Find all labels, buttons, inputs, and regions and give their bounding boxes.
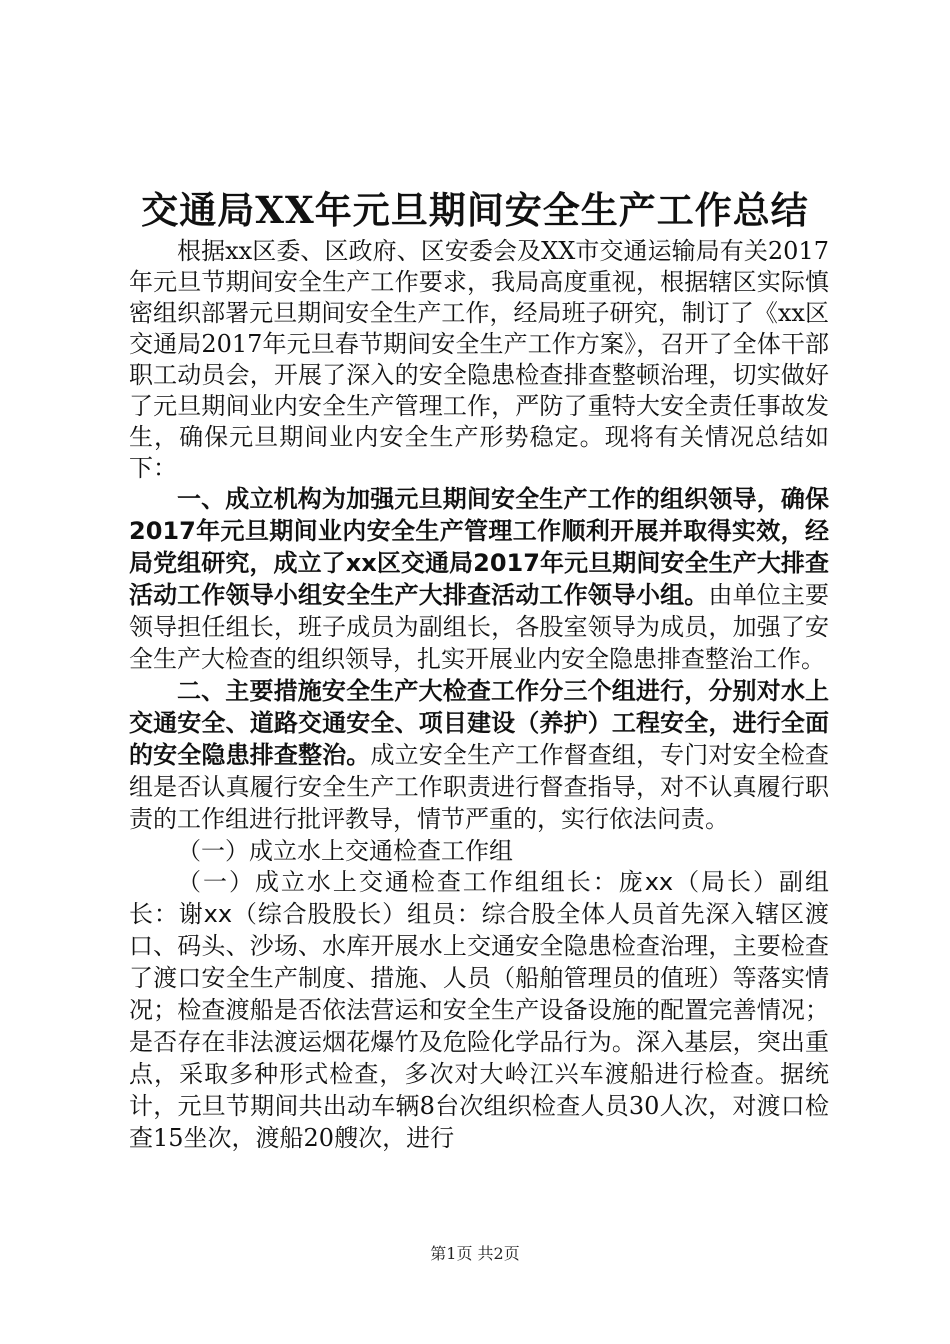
- section-2-paragraph: [129, 676, 829, 836]
- section-1-paragraph: [129, 484, 829, 676]
- section-1-text: 由单位主要领导担任组长，班子成员为副组长，各股室领导为成员，加强了安全生产大检查的组织领导，扎实开展业内安全隐患排查整治工作。: [129, 581, 830, 673]
- subsection-1-text: 深入基层，突出重点，采取多种形式检查，多次对大岭江兴车渡船进行检查。据统计，元旦节期间共出动车辆8台次组织检查人员30人次，对渡口检查15坐次，渡船20艘次，进行: [129, 1028, 829, 1152]
- subsection-1-heading: （一）成立水上交通检查工作组: [177, 837, 513, 865]
- page-footer: 第1页 共2页: [430, 1244, 520, 1263]
- intro-paragraph: 根据xx区委、区政府、区安委会及XX市交通运输局有关2017年元旦节期间安全生产工作要求，我局高度重视，根据辖区实际慎密组织部署元旦期间安全生产工作，经局班子研究，制订了《xx区交通局2017年元旦春节期间安全生产工作方案》，召开了全体干部职工动员会，开展了深入的安全隐患检查排查整顿治理，切实做好了元旦期间业内安全生产管理工作，严防了重特大安全责任事故发生，确保元旦期间业内安全生产形势稳定。现将有关情况总结如下：: [129, 237, 829, 482]
- document-title: 交通局XX年元旦期间安全生产工作总结: [141, 188, 809, 232]
- document-body: [129, 236, 829, 1155]
- subsection-1-lead: （一）成立水上交通检查工作组组长：庞xx（局长）副组长：谢xx（综合股股长）组员：综合股全体人员首先深入辖区渡口、码头、沙场、水库开展水上交通安全隐患检查治理，主要检查了渡口安全生产制度、措施、人员（船舶管理员的值班）等落实情况；检查渡船是否依法营运和安全生产设备设施的配置完善情况；是否存在非法渡运烟花爆竹及危险化学品行为。: [129, 868, 829, 1056]
- subsection-1-paragraph: [129, 867, 829, 1155]
- section-2-heading: 二、主要措施安全生产大检查工作分三个组进行，分别对水上交通安全、道路交通安全、项目建设（养护）工程安全，进行全面的安全隐患排查整治。: [129, 677, 829, 769]
- section-1-heading: 一、成立机构为加强元旦期间安全生产工作的组织领导，确保2017年元旦期间业内安全生产管理工作顺利开展并取得实效，经局党组研究，成立了xx区交通局2017年元旦期间安全生产大排查活动工作领导小组安全生产大排查活动工作领导小组。: [129, 485, 829, 609]
- section-2-text: 成立安全生产工作督查组，专门对安全检查组是否认真履行安全生产工作职责进行督查指导，对不认真履行职责的工作组进行批评教导，情节严重的，实行依法问责。: [129, 741, 830, 833]
